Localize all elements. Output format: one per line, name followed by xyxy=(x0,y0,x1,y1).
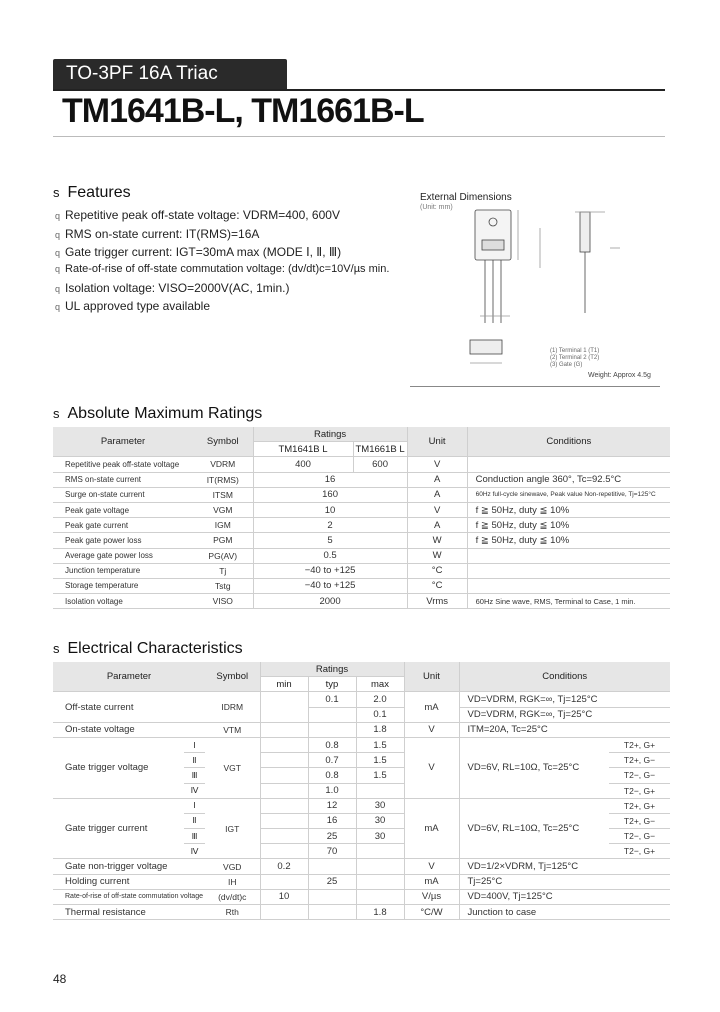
symbol-cell: PGM xyxy=(193,533,253,548)
quadrant-cell: T2−, G− xyxy=(609,768,670,783)
pin-legend xyxy=(550,348,599,369)
min-cell xyxy=(260,905,308,920)
unit-cell: °C xyxy=(407,563,467,578)
unit-cell: A xyxy=(407,518,467,533)
max-cell: 1.5 xyxy=(356,768,404,783)
weight-note: Weight: Approx 4.5g xyxy=(588,372,651,379)
param-cell: Storage temperature xyxy=(53,578,193,593)
elec-title: Electrical Characteristics xyxy=(67,640,243,657)
feature-marker: q xyxy=(55,264,61,274)
header-conditions: Conditions xyxy=(459,662,670,692)
header-unit: Unit xyxy=(407,427,467,457)
param-cell: On-state voltage xyxy=(53,722,205,737)
rating-cell: 600 xyxy=(353,457,407,472)
table-row xyxy=(53,692,670,707)
table-row xyxy=(53,594,670,609)
typ-cell: 1.0 xyxy=(308,783,356,798)
param-cell: Off-state current xyxy=(53,692,205,722)
rating-cell: 5 xyxy=(253,533,407,548)
symbol-cell: VGD xyxy=(205,859,260,874)
condition-cell: f ≧ 50Hz, duty ≦ 10% xyxy=(467,502,670,517)
feature-item xyxy=(55,281,289,295)
header-ratings: Ratings xyxy=(260,662,404,677)
mode-cell: Ⅲ xyxy=(184,829,205,844)
rating-cell: 2000 xyxy=(253,594,407,609)
unit-cell: W xyxy=(407,533,467,548)
package-drawing xyxy=(410,188,660,386)
min-cell xyxy=(260,798,308,813)
feature-item xyxy=(55,263,389,275)
max-cell xyxy=(356,889,404,904)
quadrant-cell: T2+, G− xyxy=(609,813,670,828)
rating-cell: 2 xyxy=(253,518,407,533)
typ-cell: 16 xyxy=(308,813,356,828)
symbol-cell: Tj xyxy=(193,563,253,578)
symbol-cell: IGT xyxy=(205,798,260,859)
elec-table xyxy=(53,662,670,920)
max-cell: 30 xyxy=(356,813,404,828)
max-cell xyxy=(356,859,404,874)
max-cell: 2.0 xyxy=(356,692,404,707)
rating-cell: −40 to +125 xyxy=(253,563,407,578)
symbol-cell: Rth xyxy=(205,905,260,920)
typ-cell: 0.1 xyxy=(308,692,356,707)
param-cell: Peak gate current xyxy=(53,518,193,533)
condition-cell: VD=1/2×VDRM, Tj=125°C xyxy=(459,859,670,874)
feature-marker: q xyxy=(55,248,61,258)
mode-cell: Ⅱ xyxy=(184,813,205,828)
symbol-cell: Tstg xyxy=(193,578,253,593)
typ-cell xyxy=(308,905,356,920)
symbol-cell: VGT xyxy=(205,737,260,798)
condition-cell: Tj=25°C xyxy=(459,874,670,889)
feature-item xyxy=(55,227,259,241)
table-row xyxy=(53,578,670,593)
typ-cell: 0.7 xyxy=(308,753,356,768)
table-row xyxy=(53,533,670,548)
condition-cell: 60Hz Sine wave, RMS, Terminal to Case, 1 min. xyxy=(467,594,670,609)
header-parameter: Parameter xyxy=(53,662,205,692)
header-unit: Unit xyxy=(404,662,459,692)
section-bullet: s xyxy=(53,641,60,656)
typ-cell xyxy=(308,889,356,904)
condition-cell xyxy=(467,563,670,578)
symbol-cell: IH xyxy=(205,874,260,889)
mode-cell: Ⅲ xyxy=(184,768,205,783)
condition-cell xyxy=(467,578,670,593)
mode-cell: Ⅳ xyxy=(184,783,205,798)
typ-cell: 0.8 xyxy=(308,737,356,752)
external-dimensions-panel xyxy=(410,188,660,387)
typ-cell: 0.8 xyxy=(308,768,356,783)
unit-cell: V xyxy=(404,737,459,798)
min-cell xyxy=(260,768,308,783)
param-cell: RMS on-state current xyxy=(53,472,193,487)
min-cell xyxy=(260,722,308,737)
symbol-cell: PG(AV) xyxy=(193,548,253,563)
param-cell: Junction temperature xyxy=(53,563,193,578)
max-cell xyxy=(356,874,404,889)
symbol-cell: ITSM xyxy=(193,487,253,502)
section-bullet: s xyxy=(53,406,60,421)
typ-cell: 25 xyxy=(308,829,356,844)
min-cell xyxy=(260,844,308,859)
param-cell: Isolation voltage xyxy=(53,594,193,609)
dimensions-unit: (Unit: mm) xyxy=(420,204,453,211)
mode-cell: Ⅱ xyxy=(184,753,205,768)
abs-max-table xyxy=(53,427,670,609)
quadrant-cell: T2−, G− xyxy=(609,829,670,844)
pin-2-label: (2) Terminal 2 (T2) xyxy=(550,355,600,361)
symbol-cell: (dv/dt)c xyxy=(205,889,260,904)
max-cell: 1.5 xyxy=(356,753,404,768)
condition-cell: 60Hz full-cycle sinewave, Peak value Non-repetitive, Tj=125°C xyxy=(467,487,670,502)
quadrant-cell: T2−, G+ xyxy=(609,844,670,859)
param-cell: Repetitive peak off-state voltage xyxy=(53,457,193,472)
min-cell: 10 xyxy=(260,889,308,904)
typ-cell xyxy=(308,707,356,722)
max-cell: 30 xyxy=(356,798,404,813)
elec-heading xyxy=(53,640,243,658)
param-cell: Peak gate voltage xyxy=(53,502,193,517)
param-cell: Gate trigger current xyxy=(53,798,184,859)
table-row xyxy=(53,487,670,502)
unit-cell: V xyxy=(407,502,467,517)
min-cell xyxy=(260,783,308,798)
header-symbol: Symbol xyxy=(193,427,253,457)
section-bullet: s xyxy=(53,185,60,200)
pin-1-label: (1) Terminal 1 (T1) xyxy=(550,348,600,354)
condition-cell xyxy=(467,457,670,472)
unit-cell: °C/W xyxy=(404,905,459,920)
condition-cell: f ≧ 50Hz, duty ≦ 10% xyxy=(467,533,670,548)
page-number: 48 xyxy=(53,972,67,986)
unit-cell: mA xyxy=(404,798,459,859)
min-cell xyxy=(260,753,308,768)
rating-cell: 10 xyxy=(253,502,407,517)
unit-cell: °C xyxy=(407,578,467,593)
unit-cell: mA xyxy=(404,874,459,889)
condition-cell: VD=VDRM, RGK=∞, Tj=125°C xyxy=(459,692,670,707)
table-row xyxy=(53,502,670,517)
unit-cell: V xyxy=(404,722,459,737)
symbol-cell: VISO xyxy=(193,594,253,609)
min-cell: 0.2 xyxy=(260,859,308,874)
min-cell xyxy=(260,737,308,752)
max-cell: 1.8 xyxy=(356,905,404,920)
table-row xyxy=(53,518,670,533)
unit-cell: mA xyxy=(404,692,459,722)
param-cell: Holding current xyxy=(53,874,205,889)
unit-cell: A xyxy=(407,487,467,502)
features-heading xyxy=(53,184,131,202)
table-row xyxy=(53,859,670,874)
condition-cell: Junction to case xyxy=(459,905,670,920)
dimensions-title: External Dimensions xyxy=(420,192,512,203)
max-cell: 1.5 xyxy=(356,737,404,752)
series-tag: TO-3PF 16A Triac xyxy=(53,59,287,89)
table-row xyxy=(53,905,670,920)
table-row xyxy=(53,548,670,563)
param-cell: Gate non-trigger voltage xyxy=(53,859,205,874)
feature-text: Gate trigger current: IGT=30mA max (MODE Ⅰ, Ⅱ, Ⅲ) xyxy=(65,245,342,259)
feature-item xyxy=(55,208,340,222)
max-cell: 30 xyxy=(356,829,404,844)
unit-cell: V/µs xyxy=(404,889,459,904)
quadrant-cell: T2−, G+ xyxy=(609,783,670,798)
param-cell: Gate trigger voltage xyxy=(53,737,184,798)
condition-cell: VD=6V, RL=10Ω, Tc=25°C xyxy=(459,798,609,859)
header-conditions: Conditions xyxy=(467,427,670,457)
param-cell: Average gate power loss xyxy=(53,548,193,563)
unit-cell: V xyxy=(404,859,459,874)
param-cell: Surge on-state current xyxy=(53,487,193,502)
header-tm1641: TM1641B L xyxy=(253,442,353,457)
rating-cell: 160 xyxy=(253,487,407,502)
min-cell xyxy=(260,829,308,844)
max-cell xyxy=(356,783,404,798)
features-title: Features xyxy=(67,184,131,201)
condition-cell: VD=6V, RL=10Ω, Tc=25°C xyxy=(459,737,609,798)
typ-cell xyxy=(308,859,356,874)
rating-cell: 16 xyxy=(253,472,407,487)
unit-cell: V xyxy=(407,457,467,472)
unit-cell: W xyxy=(407,548,467,563)
max-cell xyxy=(356,844,404,859)
min-cell xyxy=(260,692,308,722)
mode-cell: Ⅰ xyxy=(184,737,205,752)
table-row xyxy=(53,889,670,904)
symbol-cell: VDRM xyxy=(193,457,253,472)
feature-text: Isolation voltage: VISO=2000V(AC, 1min.) xyxy=(65,281,290,295)
abs-max-heading xyxy=(53,405,262,423)
table-row xyxy=(53,798,670,813)
pin-3-label: (3) Gate (G) xyxy=(550,362,583,368)
mode-cell: Ⅳ xyxy=(184,844,205,859)
max-cell: 1.8 xyxy=(356,722,404,737)
feature-text: Rate-of-rise of off-state commutation voltage: (dv/dt)c=10V/µs min. xyxy=(65,263,390,275)
header-typ: typ xyxy=(308,677,356,692)
header-max: max xyxy=(356,677,404,692)
param-cell: Peak gate power loss xyxy=(53,533,193,548)
unit-cell: Vrms xyxy=(407,594,467,609)
quadrant-cell: T2+, G+ xyxy=(609,798,670,813)
table-row xyxy=(53,457,670,472)
quadrant-cell: T2+, G+ xyxy=(609,737,670,752)
feature-text: UL approved type available xyxy=(65,299,210,313)
feature-item xyxy=(55,245,341,259)
header-tm1661: TM1661B L xyxy=(353,442,407,457)
feature-marker: q xyxy=(55,302,61,312)
feature-text: Repetitive peak off-state voltage: VDRM=400, 600V xyxy=(65,208,340,222)
typ-cell: 12 xyxy=(308,798,356,813)
table-row xyxy=(53,737,670,752)
unit-cell: A xyxy=(407,472,467,487)
table-row xyxy=(53,563,670,578)
max-cell: 0.1 xyxy=(356,707,404,722)
symbol-cell: VGM xyxy=(193,502,253,517)
header-divider xyxy=(53,136,665,137)
header-ratings: Ratings xyxy=(253,427,407,442)
typ-cell xyxy=(308,722,356,737)
mode-cell: Ⅰ xyxy=(184,798,205,813)
rating-cell: −40 to +125 xyxy=(253,578,407,593)
feature-text: RMS on-state current: IT(RMS)=16A xyxy=(65,227,260,241)
feature-marker: q xyxy=(55,284,61,294)
header-symbol: Symbol xyxy=(205,662,260,692)
rating-cell: 400 xyxy=(253,457,353,472)
condition-cell xyxy=(467,548,670,563)
feature-item xyxy=(55,299,210,313)
typ-cell: 70 xyxy=(308,844,356,859)
min-cell xyxy=(260,813,308,828)
header-parameter: Parameter xyxy=(53,427,193,457)
header-min: min xyxy=(260,677,308,692)
symbol-cell: IDRM xyxy=(205,692,260,722)
abs-max-title: Absolute Maximum Ratings xyxy=(67,405,263,422)
param-cell: Rate-of-rise of off-state commutation voltage xyxy=(53,889,205,904)
condition-cell: ITM=20A, Tc=25°C xyxy=(459,722,670,737)
symbol-cell: IGM xyxy=(193,518,253,533)
symbol-cell: VTM xyxy=(205,722,260,737)
feature-marker: q xyxy=(55,230,61,240)
condition-cell: Conduction angle 360°, Tc=92.5°C xyxy=(467,472,670,487)
rating-cell: 0.5 xyxy=(253,548,407,563)
table-row xyxy=(53,874,670,889)
table-row xyxy=(53,722,670,737)
quadrant-cell: T2+, G− xyxy=(609,753,670,768)
param-cell: Thermal resistance xyxy=(53,905,205,920)
table-row xyxy=(53,472,670,487)
feature-marker: q xyxy=(55,211,61,221)
typ-cell: 25 xyxy=(308,874,356,889)
header-rule xyxy=(53,89,665,91)
condition-cell: VD=400V, Tj=125°C xyxy=(459,889,670,904)
min-cell xyxy=(260,874,308,889)
condition-cell: VD=VDRM, RGK=∞, Tj=25°C xyxy=(459,707,670,722)
symbol-cell: IT(RMS) xyxy=(193,472,253,487)
part-numbers: TM1641B-L, TM1661B-L xyxy=(62,92,424,130)
condition-cell: f ≧ 50Hz, duty ≦ 10% xyxy=(467,518,670,533)
